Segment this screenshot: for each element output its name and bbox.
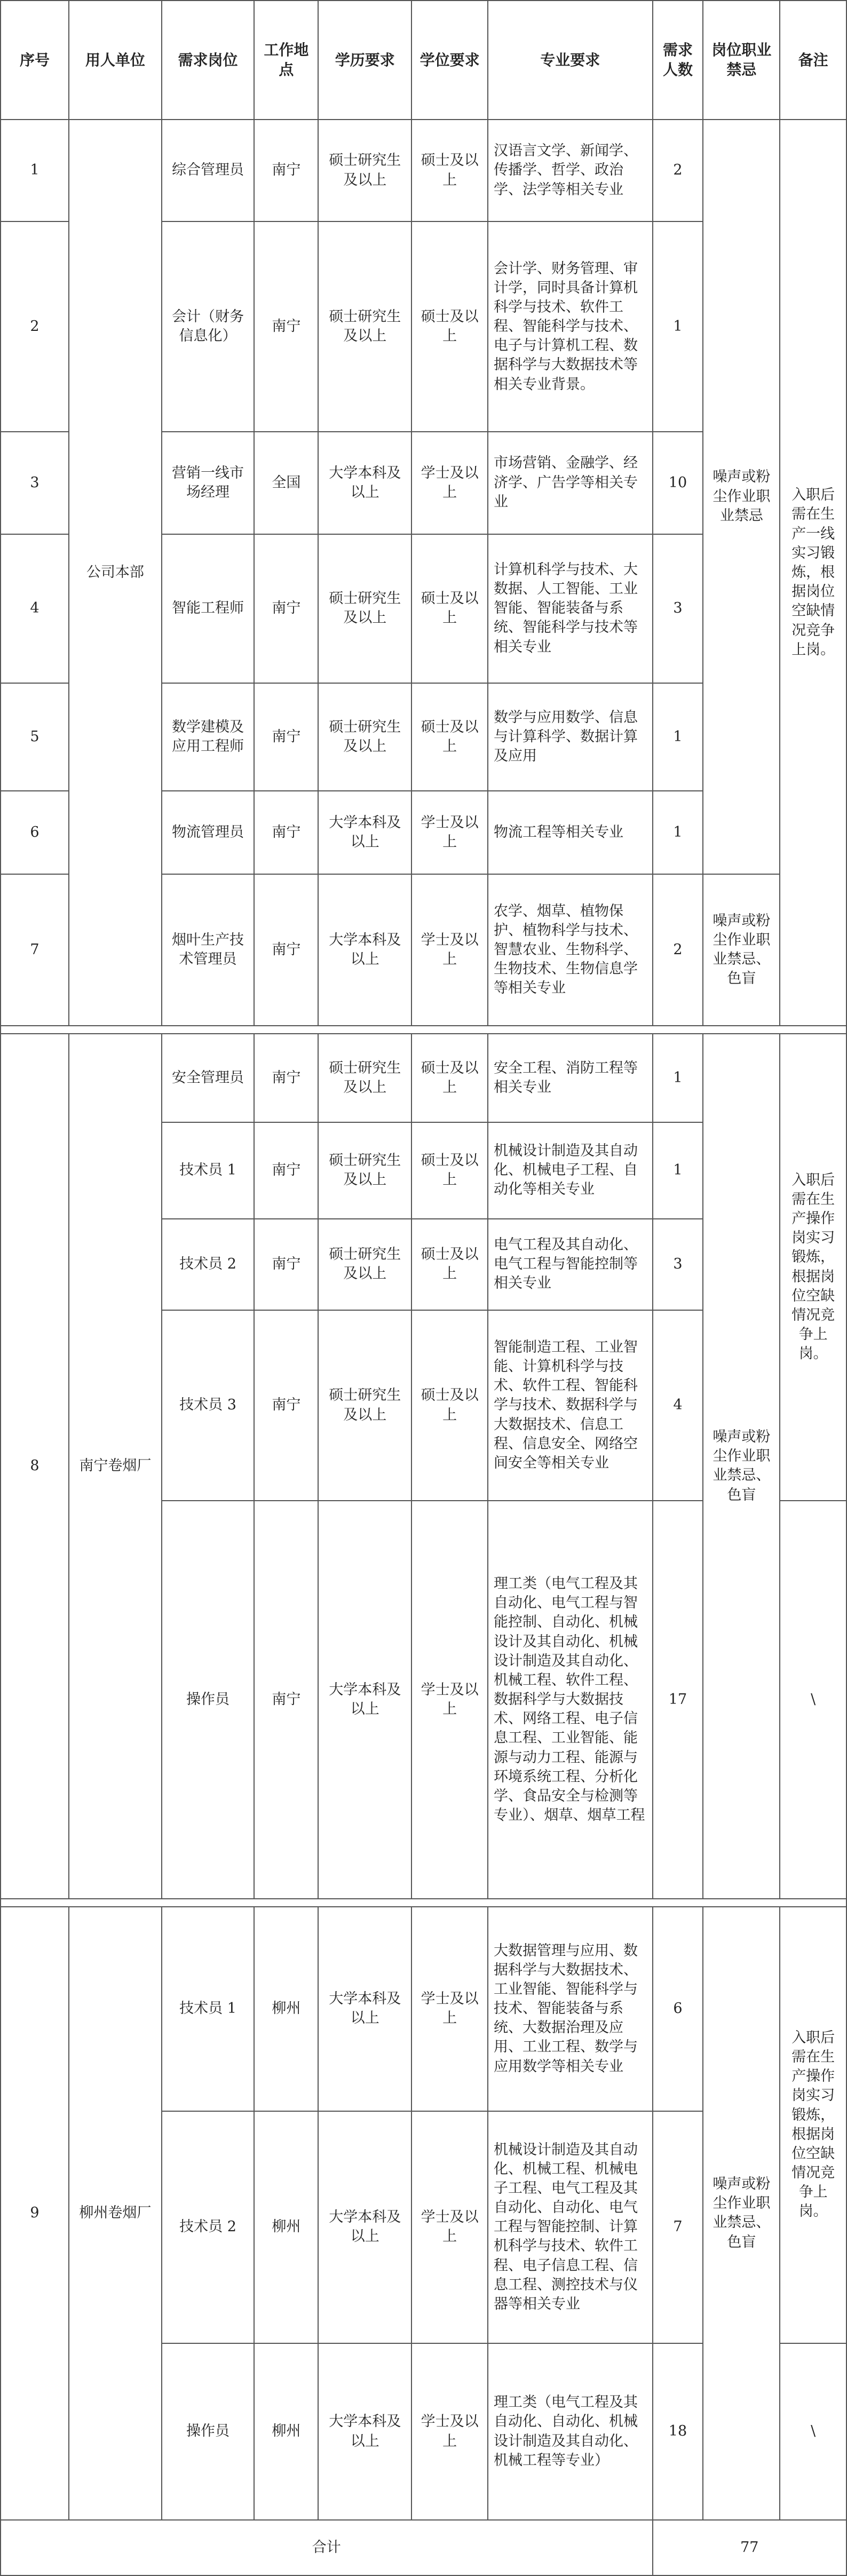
row-position: 数学建模及应用工程师 (162, 683, 255, 791)
row-count: 2 (653, 120, 703, 222)
row-education: 硕士研究生及以上 (318, 1219, 411, 1310)
header-unit: 用人单位 (69, 1, 162, 120)
row-degree: 硕士及以上 (411, 221, 488, 432)
row-education: 硕士研究生及以上 (318, 221, 411, 432)
row-degree: 硕士及以上 (411, 1034, 488, 1122)
row-count: 7 (653, 2111, 703, 2343)
row-education: 大学本科及以上 (318, 874, 411, 1026)
row-major: 计算机科学与技术、大数据、人工智能、工业智能、智能装备与系统、智能科学与技术等相关专业 (488, 534, 653, 684)
row-location: 南宁 (254, 1122, 318, 1219)
row-degree: 学士及以上 (411, 1907, 488, 2111)
row-position: 智能工程师 (162, 534, 255, 684)
row-position: 技术员 1 (162, 1907, 255, 2111)
row-major: 农学、烟草、植物保护、植物科学与技术、智慧农业、生物科学、生物技术、生物信息学等相关专业 (488, 874, 653, 1026)
row-no: 2 (1, 221, 69, 432)
row-location: 柳州 (254, 1907, 318, 2111)
row-degree: 硕士及以上 (411, 1219, 488, 1310)
row-major: 大数据管理与应用、数据科学与大数据技术、工业智能、智能科学与技术、智能装备与系统、大数据治理及应用、工业工程、数学与应用数学等相关专业 (488, 1907, 653, 2111)
row-education: 大学本科及以上 (318, 432, 411, 534)
unit-nn: 南宁卷烟厂 (69, 1034, 162, 1899)
row-count: 6 (653, 1907, 703, 2111)
remark-nn: 入职后需在生产操作岗实习锻炼，根据岗位空缺情况竞争上岗。 (780, 1034, 846, 1501)
unit-hq: 公司本部 (69, 120, 162, 1026)
row-no: 3 (1, 432, 69, 534)
row-count: 1 (653, 791, 703, 874)
row-education: 硕士研究生及以上 (318, 1034, 411, 1122)
row-major: 机械设计制造及其自动化、机械电子工程、自动化等相关专业 (488, 1122, 653, 1219)
row-degree: 学士及以上 (411, 2111, 488, 2343)
row-degree: 硕士及以上 (411, 120, 488, 222)
row-count: 1 (653, 221, 703, 432)
row-degree: 学士及以上 (411, 791, 488, 874)
table-row (1, 1907, 846, 2111)
row-major: 物流工程等相关专业 (488, 791, 653, 874)
header-major: 专业要求 (488, 1, 653, 120)
row-education: 大学本科及以上 (318, 2343, 411, 2520)
unit-lz: 柳州卷烟厂 (69, 1907, 162, 2520)
row-location: 南宁 (254, 120, 318, 222)
row-count: 17 (653, 1501, 703, 1899)
row-major: 机械设计制造及其自动化、机械工程、机械电子工程、电气工程及其自动化、自动化、电气工程与智能控制、计算机科学与技术、软件工程、电子信息工程、信息工程、测控技术与仪器等相关专业 (488, 2111, 653, 2343)
row-count: 18 (653, 2343, 703, 2520)
section-divider (1, 1026, 846, 1034)
total-label: 合计 (1, 2520, 653, 2575)
row-degree: 硕士及以上 (411, 683, 488, 791)
row-position: 技术员 2 (162, 2111, 255, 2343)
row-major: 理工类（电气工程及其自动化、自动化、机械设计制造及其自动化、机械工程等专业） (488, 2343, 653, 2520)
remark-nn-backslash: \ (780, 1501, 846, 1899)
row-major: 汉语言文学、新闻学、传播学、哲学、政治学、法学等相关专业 (488, 120, 653, 222)
row-degree: 硕士及以上 (411, 1122, 488, 1219)
header-no: 序号 (1, 1, 69, 120)
header-remark: 备注 (780, 1, 846, 120)
row-location: 南宁 (254, 1310, 318, 1501)
row-location: 南宁 (254, 683, 318, 791)
table-row (1, 1034, 846, 1122)
row-education: 大学本科及以上 (318, 1907, 411, 2111)
row-education: 大学本科及以上 (318, 1501, 411, 1899)
row-major: 会计学、财务管理、审计学，同时具备计算机科学与技术、软件工程、智能科学与技术、电子与计算机工程、数据科学与大数据技术等相关专业背景。 (488, 221, 653, 432)
row-major: 市场营销、金融学、经济学、广告学等相关专业 (488, 432, 653, 534)
row-no: 6 (1, 791, 69, 874)
row-count: 3 (653, 534, 703, 684)
remark-hq: 入职后需在生产一线实习锻炼，根据岗位空缺情况竞争上岗。 (780, 120, 846, 1026)
row-degree: 学士及以上 (411, 432, 488, 534)
row-location: 南宁 (254, 221, 318, 432)
row-position: 物流管理员 (162, 791, 255, 874)
row-degree: 硕士及以上 (411, 1310, 488, 1501)
row-count: 10 (653, 432, 703, 534)
row-position: 技术员 2 (162, 1219, 255, 1310)
total-value: 77 (653, 2520, 846, 2575)
header-location: 工作地点 (254, 1, 318, 120)
row-education: 硕士研究生及以上 (318, 1122, 411, 1219)
taboo-hq-a: 噪声或粉尘作业职业禁忌 (703, 120, 780, 874)
row-no: 8 (1, 1034, 69, 1899)
row-major: 安全工程、消防工程等相关专业 (488, 1034, 653, 1122)
remark-lz-backslash: \ (780, 2343, 846, 2520)
row-count: 2 (653, 874, 703, 1026)
remark-lz: 入职后需在生产操作岗实习锻炼，根据岗位空缺情况竞争上岗。 (780, 1907, 846, 2343)
taboo-lz: 噪声或粉尘作业职业禁忌、色盲 (703, 1907, 780, 2520)
row-count: 4 (653, 1310, 703, 1501)
row-position: 会计（财务信息化） (162, 221, 255, 432)
row-count: 1 (653, 1122, 703, 1219)
row-location: 南宁 (254, 1034, 318, 1122)
row-location: 南宁 (254, 1219, 318, 1310)
row-count: 3 (653, 1219, 703, 1310)
header-taboo: 岗位职业禁忌 (703, 1, 780, 120)
row-position: 操作员 (162, 1501, 255, 1899)
row-education: 硕士研究生及以上 (318, 534, 411, 684)
row-location: 柳州 (254, 2111, 318, 2343)
row-major: 智能制造工程、工业智能、计算机科学与技术、软件工程、智能科学与技术、数据科学与大数据技术、信息工程、信息安全、网络空间安全等相关专业 (488, 1310, 653, 1501)
row-degree: 学士及以上 (411, 2343, 488, 2520)
row-education: 大学本科及以上 (318, 791, 411, 874)
section-divider (1, 1899, 846, 1907)
taboo-hq-b: 噪声或粉尘作业职业禁忌、色盲 (703, 874, 780, 1026)
row-education: 硕士研究生及以上 (318, 683, 411, 791)
total-row (1, 2520, 846, 2575)
row-count: 1 (653, 1034, 703, 1122)
row-education: 大学本科及以上 (318, 2111, 411, 2343)
header-degree: 学位要求 (411, 1, 488, 120)
row-position: 安全管理员 (162, 1034, 255, 1122)
row-no: 9 (1, 1907, 69, 2520)
row-position: 操作员 (162, 2343, 255, 2520)
row-position: 综合管理员 (162, 120, 255, 222)
row-location: 南宁 (254, 874, 318, 1026)
row-location: 南宁 (254, 534, 318, 684)
row-no: 5 (1, 683, 69, 791)
row-position: 营销一线市场经理 (162, 432, 255, 534)
row-position: 烟叶生产技术管理员 (162, 874, 255, 1026)
row-degree: 学士及以上 (411, 874, 488, 1026)
header-position: 需求岗位 (162, 1, 255, 120)
taboo-nn: 噪声或粉尘作业职业禁忌、色盲 (703, 1034, 780, 1899)
row-count: 1 (653, 683, 703, 791)
row-location: 全国 (254, 432, 318, 534)
row-position: 技术员 1 (162, 1122, 255, 1219)
row-no: 4 (1, 534, 69, 684)
header-education: 学历要求 (318, 1, 411, 120)
row-education: 硕士研究生及以上 (318, 120, 411, 222)
row-position: 技术员 3 (162, 1310, 255, 1501)
row-location: 南宁 (254, 791, 318, 874)
header-row (1, 1, 846, 120)
row-no: 1 (1, 120, 69, 222)
row-degree: 硕士及以上 (411, 534, 488, 684)
row-major: 理工类（电气工程及其自动化、电气工程与智能控制、自动化、机械设计及其自动化、机械设计制造及其自动化、机械工程、软件工程、数据科学与大数据技术、网络工程、电子信息工程、工业智能、能源与动力工程、能源与环境系统工程、分析化学、食品安全与检测等专业）、烟草、烟草工程 (488, 1501, 653, 1899)
row-no: 7 (1, 874, 69, 1026)
row-major: 电气工程及其自动化、电气工程与智能控制等相关专业 (488, 1219, 653, 1310)
header-count: 需求人数 (653, 1, 703, 120)
row-location: 南宁 (254, 1501, 318, 1899)
row-degree: 学士及以上 (411, 1501, 488, 1899)
row-location: 柳州 (254, 2343, 318, 2520)
row-major: 数学与应用数学、信息与计算科学、数据计算及应用 (488, 683, 653, 791)
row-education: 硕士研究生及以上 (318, 1310, 411, 1501)
table-row (1, 120, 846, 222)
